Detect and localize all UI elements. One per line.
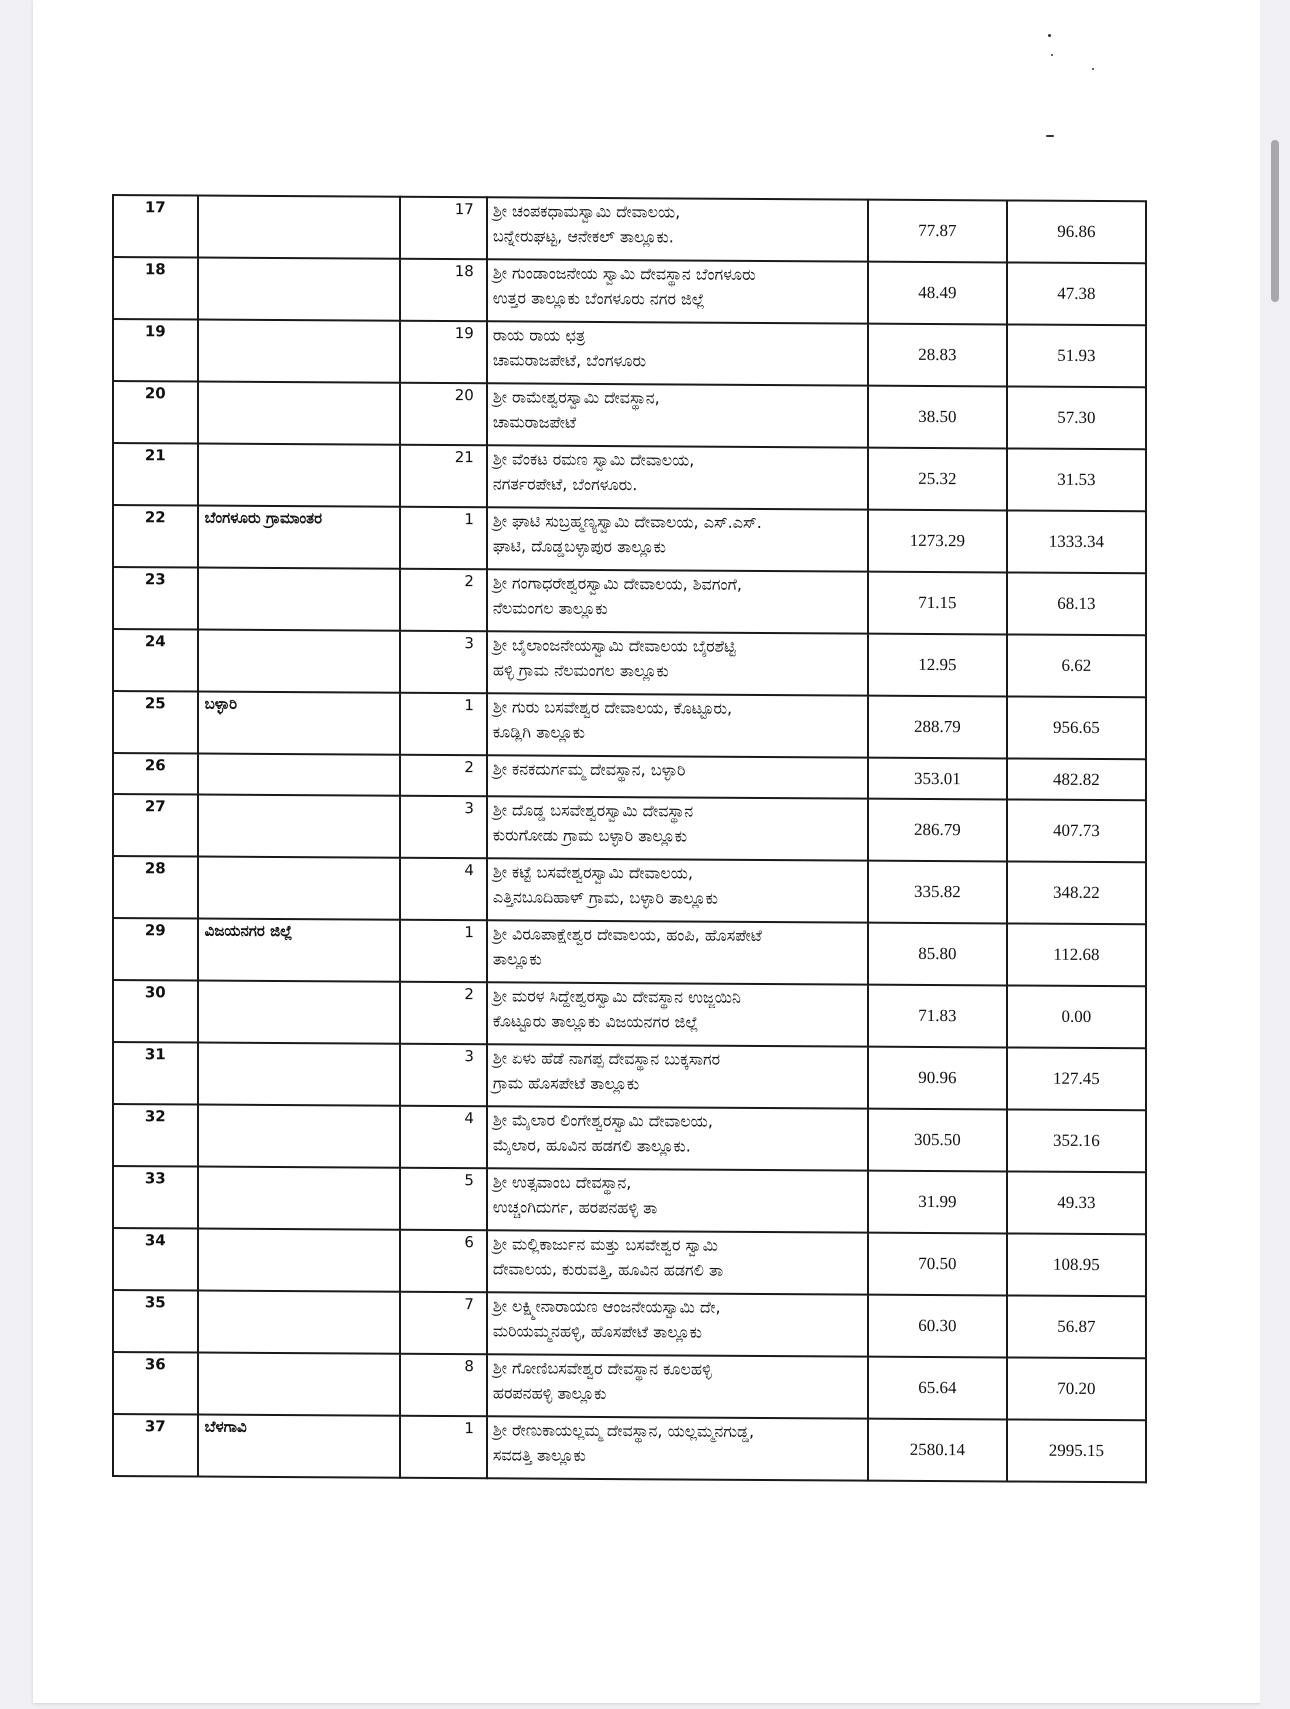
temple-name-cell	[487, 1168, 868, 1232]
serial-number-cell: 30	[113, 980, 198, 1043]
temple-name-line1: ಶ್ರೀ ವೆಂಕಟ ರಮಣ ಸ್ವಾಮಿ ದೇವಾಲಯ,	[492, 449, 695, 470]
table-row	[113, 753, 1146, 800]
district-cell: ವಿಜಯನಗರ ಜಿಲ್ಲೆ	[198, 919, 401, 982]
amount-column-1-cell: 335.82	[868, 861, 1007, 924]
amount-column-2-cell: 352.16	[1007, 1109, 1146, 1172]
temple-name-line2: ಸವದತ್ತಿ ತಾಲ್ಲೂಕು	[492, 1445, 586, 1465]
district-cell	[198, 630, 401, 693]
temple-name-line2: ಚಾಮರಾಜಪೇಟೆ	[492, 412, 577, 432]
temple-name-line1: ಶ್ರೀ ಲಕ್ಷ್ಮೀನಾರಾಯಣ ಆಂಜನೇಯಸ್ವಾಮಿ ದೇ,	[492, 1296, 721, 1317]
scrollbar-thumb[interactable]	[1271, 140, 1279, 302]
temple-name-cell	[487, 1416, 868, 1480]
district-cell	[198, 857, 401, 920]
temple-name-line1: ಶ್ರೀ ಕಟ್ಟೆ ಬಸವೇಶ್ವರಸ್ವಾಮಿ ದೇವಾಲಯ,	[492, 862, 694, 883]
temple-name-line2: ಹಳ್ಳಿ ಗ್ರಾಮ ನೆಲಮಂಗಲ ತಾಲ್ಲೂಕು	[492, 660, 669, 681]
district-cell: ಬಳ್ಳಾರಿ	[198, 692, 401, 755]
temple-name-cell	[487, 445, 868, 509]
temple-name-line2: ನಗರ್ತರಪೇಟೆ, ಬೆಂಗಳೂರು.	[492, 474, 638, 495]
amount-column-2-cell: 49.33	[1007, 1171, 1146, 1234]
serial-number-cell: 20	[113, 381, 198, 444]
district-index-cell: 2	[400, 755, 487, 797]
amount-column-2-cell: 31.53	[1007, 448, 1146, 511]
table-row	[113, 691, 1146, 759]
temple-name-line1: ಶ್ರೀ ಗುರು ಬಸವೇಶ್ವರ ದೇವಾಲಯ, ಕೊಟ್ಟೂರು,	[492, 697, 733, 718]
district-index-cell: 8	[400, 1354, 487, 1417]
temple-name-line1: ಶ್ರೀ ಮಲ್ಲಿಕಾರ್ಜುನ ಮತ್ತು ಬಸವೇಶ್ವರ ಸ್ವಾಮಿ	[492, 1234, 718, 1255]
serial-number-cell: 28	[113, 856, 198, 919]
district-cell	[198, 196, 401, 259]
district-index-cell: 3	[400, 796, 487, 859]
amount-column-2-cell: 127.45	[1007, 1047, 1146, 1110]
amount-column-1-cell: 85.80	[868, 923, 1007, 986]
district-index-cell: 1	[400, 693, 487, 756]
temple-name-line1: ಶ್ರೀ ರೇಣುಕಾಯಲ್ಲಮ್ಮ ದೇವಸ್ಥಾನ, ಯಲ್ಲಮ್ಮನಗುಡ್ಡ,	[492, 1420, 755, 1441]
temple-name-cell	[487, 1044, 868, 1108]
temple-name-line1: ಶ್ರೀ ಗಂಗಾಧರೇಶ್ವರಸ್ವಾಮಿ ದೇವಾಲಯ, ಶಿವಗಂಗೆ,	[492, 573, 742, 594]
temple-name-cell	[487, 507, 868, 571]
table-row	[113, 505, 1146, 573]
table-row	[113, 195, 1146, 263]
district-index-cell: 4	[400, 858, 487, 921]
amount-column-1-cell: 286.79	[868, 799, 1007, 862]
serial-number-cell: 22	[113, 505, 198, 568]
amount-column-1-cell: 71.15	[868, 572, 1007, 635]
temple-name-cell	[487, 1106, 868, 1170]
district-cell	[198, 568, 401, 631]
temple-name-cell	[487, 920, 868, 984]
serial-number-cell: 27	[113, 794, 198, 857]
serial-number-cell: 36	[113, 1352, 198, 1415]
serial-number-cell: 29	[113, 918, 198, 981]
temple-name-line2: ಚಾಮರಾಜಪೇಟೆ, ಬೆಂಗಳೂರು	[492, 350, 647, 371]
table-row	[113, 257, 1146, 325]
amount-column-1-cell: 353.01	[868, 758, 1007, 800]
amount-column-1-cell: 48.49	[868, 262, 1007, 325]
temple-name-cell	[487, 858, 868, 922]
amount-column-2-cell: 108.95	[1007, 1233, 1146, 1296]
amount-column-2-cell: 407.73	[1007, 799, 1146, 862]
district-cell	[198, 1229, 401, 1292]
district-index-cell: 3	[400, 631, 487, 694]
temple-name-cell	[487, 197, 868, 261]
amount-column-1-cell: 90.96	[868, 1047, 1007, 1110]
temple-revenue-table	[112, 194, 1147, 1483]
district-cell	[198, 981, 401, 1044]
amount-column-2-cell: 482.82	[1007, 758, 1146, 800]
district-index-cell: 1	[400, 507, 487, 570]
amount-column-2-cell: 956.65	[1007, 696, 1146, 759]
district-index-cell: 5	[400, 1168, 487, 1231]
district-cell	[198, 1167, 401, 1230]
temple-name-cell	[487, 383, 868, 447]
vertical-scrollbar[interactable]	[1260, 0, 1290, 1709]
scan-speck	[1092, 68, 1094, 70]
serial-number-cell: 26	[113, 753, 198, 795]
district-index-cell: 3	[400, 1044, 487, 1107]
amount-column-2-cell: 51.93	[1007, 324, 1146, 387]
serial-number-cell: 33	[113, 1166, 198, 1229]
temple-name-cell	[487, 631, 868, 695]
temple-name-cell	[487, 259, 868, 323]
district-cell	[198, 754, 401, 796]
temple-name-line1: ಶ್ರೀ ಚಂಪಕಧಾಮಸ್ವಾಮಿ ದೇವಾಲಯ,	[492, 201, 681, 222]
temple-name-line1: ರಾಯ ರಾಯ ಛತ್ರ	[492, 325, 586, 345]
table-row	[113, 443, 1146, 511]
serial-number-cell: 31	[113, 1042, 198, 1105]
temple-name-cell	[487, 755, 868, 798]
temple-name-cell	[487, 1354, 868, 1418]
district-index-cell: 17	[400, 197, 487, 260]
amount-column-1-cell: 28.83	[868, 324, 1007, 387]
temple-name-line1: ಶ್ರೀ ಘಾಟಿ ಸುಬ್ರಹ್ಮಣ್ಯಸ್ವಾಮಿ ದೇವಾಲಯ, ಎಸ್.ಎಸ್.	[492, 511, 762, 532]
temple-name-line2: ಕೊಟ್ಟೂರು ತಾಲ್ಲೂಕು ವಿಜಯನಗರ ಜಿಲ್ಲೆ	[492, 1011, 699, 1032]
temple-name-line1: ಶ್ರೀ ಮೈಲಾರ ಲಿಂಗೇಶ್ವರಸ್ವಾಮಿ ದೇವಾಲಯ,	[492, 1110, 713, 1131]
district-cell: ಬೆಂಗಳೂರು ಗ್ರಾಮಾಂತರ	[198, 506, 401, 569]
temple-name-line2: ಘಾಟಿ, ದೊಡ್ಡಬಳ್ಳಾಪುರ ತಾಲ್ಲೂಕು	[492, 536, 666, 557]
serial-number-cell: 34	[113, 1228, 198, 1291]
amount-column-2-cell: 2995.15	[1007, 1419, 1146, 1482]
amount-column-1-cell: 65.64	[868, 1357, 1007, 1420]
table-row	[113, 1228, 1146, 1296]
table-row	[113, 1290, 1146, 1358]
serial-number-cell: 37	[113, 1414, 198, 1477]
temple-name-line2: ಬನ್ನೇರುಘಟ್ಟ, ಆನೇಕಲ್ ತಾಲ್ಲೂಕು.	[492, 226, 674, 247]
district-cell	[198, 320, 401, 383]
temple-name-line1: ಶ್ರೀ ಉತ್ಸವಾಂಬ ದೇವಸ್ಥಾನ,	[492, 1172, 632, 1193]
district-cell: ಬೆಳಗಾವಿ	[198, 1415, 401, 1478]
table-row	[113, 856, 1146, 924]
amount-column-1-cell: 70.50	[868, 1233, 1007, 1296]
district-index-cell: 6	[400, 1230, 487, 1293]
temple-name-line2: ಕೂಡ್ಲಿಗಿ ತಾಲ್ಲೂಕು	[492, 722, 585, 742]
temple-name-line1: ಶ್ರೀ ಗೋಣಿಬಸವೇಶ್ವರ ದೇವಸ್ಥಾನ ಕೂಲಹಳ್ಳಿ	[492, 1358, 712, 1379]
amount-column-2-cell: 57.30	[1007, 386, 1146, 449]
temple-name-line1: ಶ್ರೀ ಬೈಲಾಂಜನೇಯಸ್ವಾಮಿ ದೇವಾಲಯ ಬೈರಶೆಟ್ಟಿ	[492, 635, 736, 656]
district-index-cell: 1	[400, 1416, 487, 1479]
district-index-cell: 2	[400, 569, 487, 632]
scan-speck	[1051, 54, 1053, 56]
district-index-cell: 1	[400, 920, 487, 983]
temple-name-line2: ಉತ್ತರ ತಾಲ್ಲೂಕು ಬೆಂಗಳೂರು ನಗರ ಜಿಲ್ಲೆ	[492, 288, 705, 309]
serial-number-cell: 24	[113, 629, 198, 692]
district-cell	[198, 1105, 401, 1168]
temple-name-line2: ಮರಿಯಮ್ಮನಹಳ್ಳಿ, ಹೊಸಪೇಟೆ ತಾಲ್ಲೂಕು	[492, 1321, 702, 1342]
table-row	[113, 1042, 1146, 1110]
amount-column-2-cell: 70.20	[1007, 1357, 1146, 1420]
district-index-cell: 18	[400, 259, 487, 322]
amount-column-2-cell: 56.87	[1007, 1295, 1146, 1358]
table-row	[113, 1104, 1146, 1172]
amount-column-2-cell: 68.13	[1007, 572, 1146, 635]
temple-name-line2: ತಾಲ್ಲೂಕು	[492, 949, 542, 969]
temple-name-line1: ಶ್ರೀ ಕನಕದುರ್ಗಮ್ಮ ದೇವಸ್ಥಾನ, ಬಳ್ಳಾರಿ	[492, 759, 686, 780]
district-index-cell: 4	[400, 1106, 487, 1169]
amount-column-1-cell: 31.99	[868, 1171, 1007, 1234]
temple-name-line1: ಶ್ರೀ ವಿರೂಪಾಕ್ಷೇಶ್ವರ ದೇವಾಲಯ, ಹಂಪಿ, ಹೊಸಪೇಟೆ	[492, 924, 762, 945]
temple-name-line2: ದೇವಾಲಯ, ಕುರುವತ್ತಿ, ಹೂವಿನ ಹಡಗಲಿ ತಾ	[492, 1259, 724, 1280]
scan-speck	[1046, 135, 1054, 137]
district-cell	[198, 258, 401, 321]
amount-column-1-cell: 71.83	[868, 985, 1007, 1048]
temple-name-line2: ನೆಲಮಂಗಲ ತಾಲ್ಲೂಕು	[492, 598, 608, 619]
district-cell	[198, 1353, 401, 1416]
temple-name-cell	[487, 982, 868, 1046]
district-cell	[198, 382, 401, 445]
temple-name-cell	[487, 1230, 868, 1294]
serial-number-cell: 32	[113, 1104, 198, 1167]
serial-number-cell: 21	[113, 443, 198, 506]
district-index-cell: 7	[400, 1292, 487, 1355]
temple-name-line2: ಉಚ್ಚಂಗಿದುರ್ಗ, ಹರಪನಹಳ್ಳಿ ತಾ	[492, 1197, 658, 1218]
amount-column-1-cell: 38.50	[868, 386, 1007, 449]
amount-column-2-cell: 6.62	[1007, 634, 1146, 697]
amount-column-1-cell: 25.32	[868, 448, 1007, 511]
table-row	[113, 794, 1146, 862]
district-cell	[198, 1043, 401, 1106]
temple-name-cell	[487, 569, 868, 633]
district-cell	[198, 795, 401, 858]
table-row	[113, 980, 1146, 1048]
amount-column-2-cell: 0.00	[1007, 985, 1146, 1048]
amount-column-2-cell: 348.22	[1007, 861, 1146, 924]
table-body	[113, 195, 1146, 1482]
amount-column-2-cell: 1333.34	[1007, 510, 1146, 573]
temple-name-line2: ಹರಪನಹಳ್ಳಿ ತಾಲ್ಲೂಕು	[492, 1383, 607, 1404]
serial-number-cell: 19	[113, 319, 198, 382]
table-row	[113, 319, 1146, 387]
temple-name-line1: ಶ್ರೀ ದೊಡ್ಡ ಬಸವೇಶ್ವರಸ್ವಾಮಿ ದೇವಸ್ಥಾನ	[492, 800, 694, 821]
temple-name-line2: ಮೈಲಾರ, ಹೂವಿನ ಹಡಗಲಿ ತಾಲ್ಲೂಕು.	[492, 1135, 691, 1156]
temple-name-line2: ಎತ್ತಿನಬೂದಿಹಾಳ್ ಗ್ರಾಮ, ಬಳ್ಳಾರಿ ತಾಲ್ಲೂಕು	[492, 887, 718, 908]
temple-name-line1: ಶ್ರೀ ಗುಂಡಾಂಜನೇಯ ಸ್ವಾಮಿ ದೇವಸ್ಥಾನ ಬೆಂಗಳೂರು	[492, 263, 756, 284]
scan-speck	[1048, 34, 1051, 37]
temple-name-cell	[487, 321, 868, 385]
district-index-cell: 20	[400, 383, 487, 446]
amount-column-2-cell: 96.86	[1007, 200, 1146, 263]
table-row	[113, 567, 1146, 635]
temple-name-line1: ಶ್ರೀ ಏಳು ಹೆಡೆ ನಾಗಪ್ಪ ದೇವಸ್ಥಾನ ಬುಕ್ಕಸಾಗರ	[492, 1048, 721, 1069]
serial-number-cell: 35	[113, 1290, 198, 1353]
table-row	[113, 629, 1146, 697]
serial-number-cell: 23	[113, 567, 198, 630]
table-row	[113, 918, 1146, 986]
temple-name-line2: ಗ್ರಾಮ ಹೊಸಪೇಟೆ ತಾಲ್ಲೂಕು	[492, 1073, 640, 1094]
district-cell	[198, 444, 401, 507]
table-row	[113, 381, 1146, 449]
temple-name-cell	[487, 1292, 868, 1356]
amount-column-1-cell: 288.79	[868, 696, 1007, 759]
amount-column-1-cell: 12.95	[868, 634, 1007, 697]
temple-name-cell	[487, 796, 868, 860]
district-index-cell: 19	[400, 321, 487, 384]
amount-column-2-cell: 112.68	[1007, 923, 1146, 986]
district-cell	[198, 1291, 401, 1354]
temple-name-line1: ಶ್ರೀ ಮರಳ ಸಿದ್ದೇಶ್ವರಸ್ವಾಮಿ ದೇವಸ್ಥಾನ ಉಜ್ಜಯಿನಿ	[492, 986, 741, 1007]
serial-number-cell: 25	[113, 691, 198, 754]
table-row	[113, 1166, 1146, 1234]
serial-number-cell: 17	[113, 195, 198, 258]
district-index-cell: 21	[400, 445, 487, 508]
table-row	[113, 1352, 1146, 1420]
amount-column-1-cell: 1273.29	[868, 510, 1007, 573]
amount-column-1-cell: 2580.14	[868, 1419, 1007, 1482]
amount-column-1-cell: 60.30	[868, 1295, 1007, 1358]
amount-column-1-cell: 305.50	[868, 1109, 1007, 1172]
temple-name-line1: ಶ್ರೀ ರಾಮೇಶ್ವರಸ್ವಾಮಿ ದೇವಸ್ಥಾನ,	[492, 387, 660, 408]
district-index-cell: 2	[400, 982, 487, 1045]
table-row	[113, 1414, 1146, 1482]
temple-name-line2: ಕುರುಗೋಡು ಗ್ರಾಮ ಬಳ್ಳಾರಿ ತಾಲ್ಲೂಕು	[492, 825, 688, 846]
temple-name-cell	[487, 693, 868, 757]
serial-number-cell: 18	[113, 257, 198, 320]
amount-column-1-cell: 77.87	[868, 200, 1007, 263]
amount-column-2-cell: 47.38	[1007, 262, 1146, 325]
